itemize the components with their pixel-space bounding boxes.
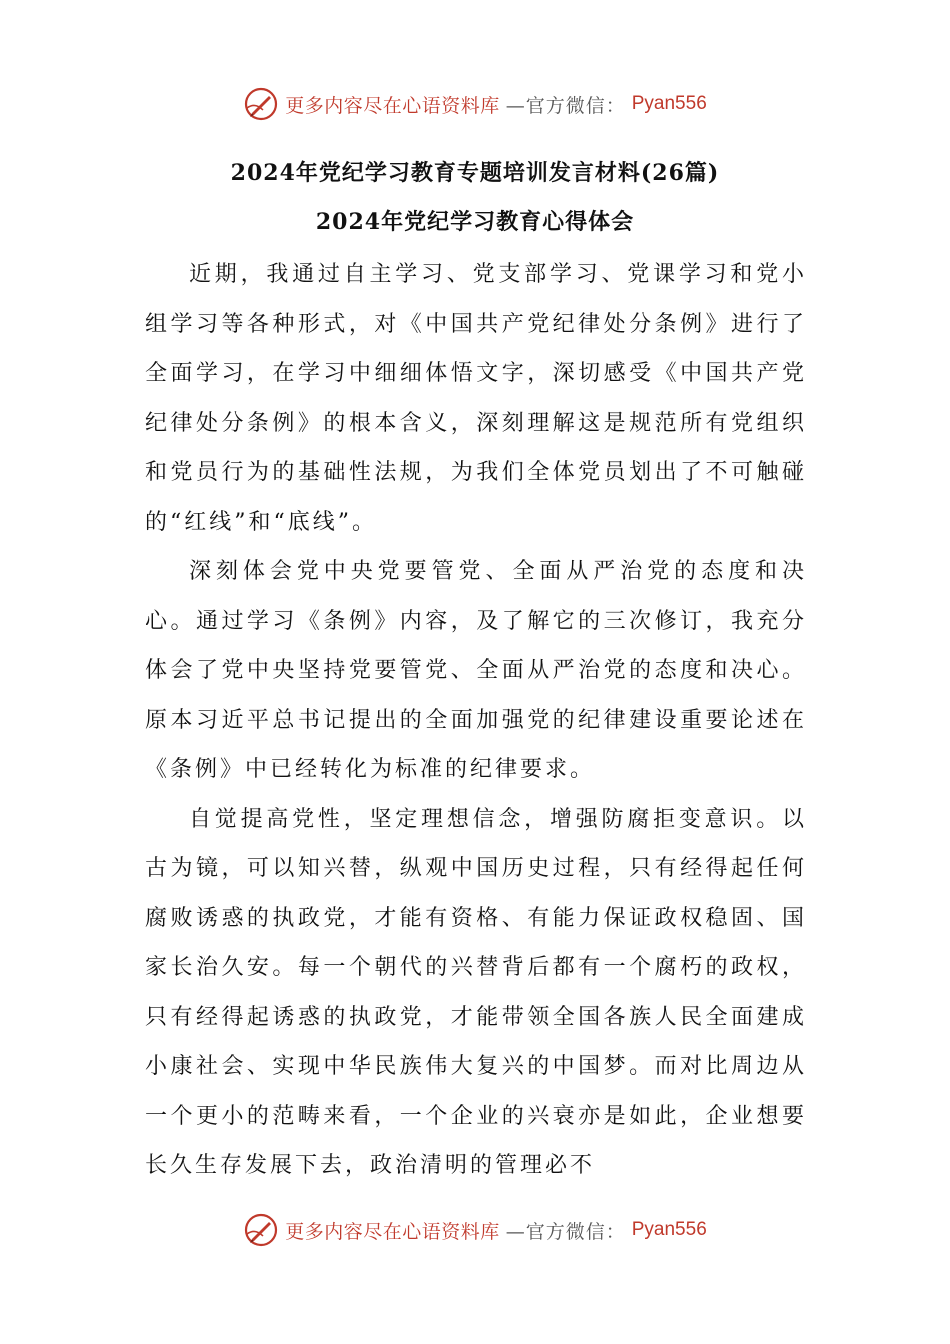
document-subtitle: 2024年党纪学习教育心得体会 (315, 209, 635, 235)
footer-watermark (0, 1210, 950, 1250)
paragraph: 近期，我通过自主学习、党支部学习、党课学习和党小组学习等各种形式，对《中国共产党纪律处分条例》进行了全面学习，在学习中细细体悟文字，深切感受《中国共产党纪律处分条例》的根本含义，深刻理解这是规范所有党组织和党员行为的基础性法规，为我们全体党员划出了不可触碰的“红线”和“底线”。 (145, 262, 807, 535)
watermark-wechat-label: —官方微信： (505, 94, 626, 117)
paragraph: 深刻体会党中央党要管党、全面从严治党的态度和决心。通过学习《条例》内容，及了解它的三次修订，我充分体会了党中央坚持党要管党、全面从严治党的态度和决心。原本习近平总书记提出的全面加强党的纪律建设重要论述在《条例》中已经转化为标准的纪律要求。 (145, 559, 807, 782)
watermark-wechat-label: —官方微信： (505, 1220, 626, 1243)
pen-logo-icon (243, 86, 279, 122)
paragraph: 自觉提高党性，坚定理想信念，增强防腐拒变意识。以古为镜，可以知兴替，纵观中国历史过程，只有经得起任何腐败诱惑的执政党，才能有资格、有能力保证政权稳固、国家长治久安。每一个朝代的兴替背后都有一个腐朽的政权，只有经得起诱惑的执政党，才能带领全国各族人民全面建成小康社会、实现中华民族伟大复兴的中国梦。而对比周边从一个更小的范畴来看，一个企业的兴衰亦是如此，企业想要长久生存发展下去，政治清明的管理必不 (145, 806, 807, 1178)
watermark-site-text: 更多内容尽在心语资料库 (285, 1220, 500, 1243)
header-watermark (0, 84, 950, 124)
watermark-site-text: 更多内容尽在心语资料库 (285, 94, 500, 117)
pen-logo-icon (243, 1212, 279, 1248)
watermark-wechat-id: Pyan556 (631, 93, 707, 114)
document-main-title: 2024年党纪学习教育专题培训发言材料(26篇) (230, 160, 720, 186)
watermark-wechat-id: Pyan556 (631, 1219, 707, 1240)
document-body (145, 250, 807, 1191)
